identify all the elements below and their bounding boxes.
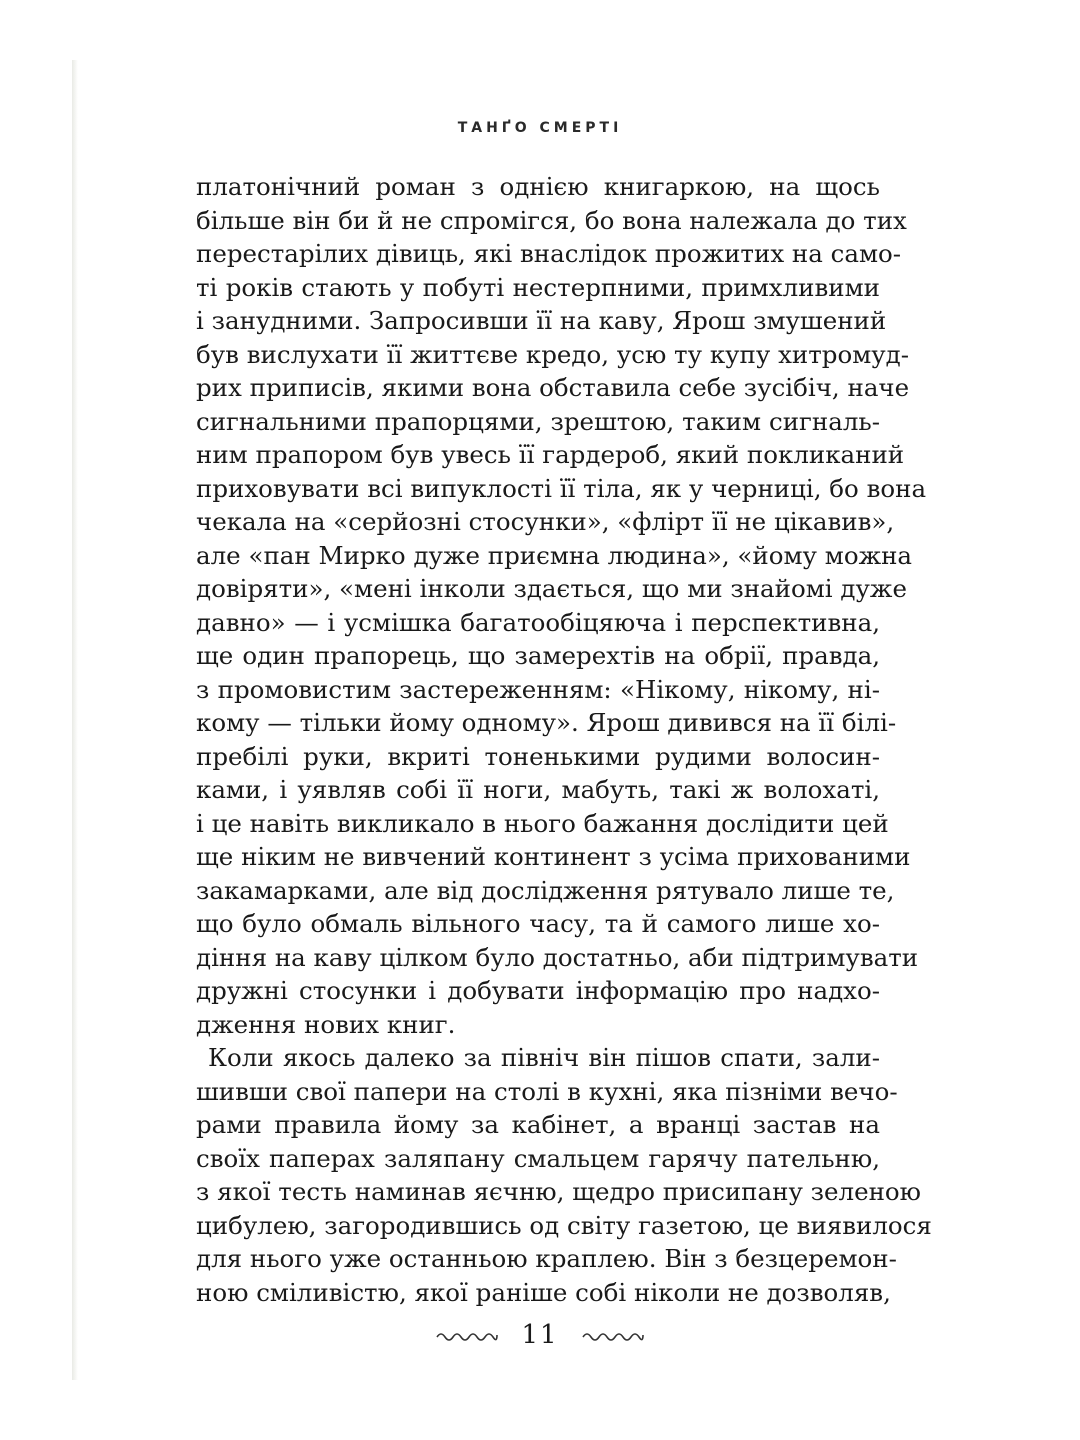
text-line: був вислухати її життєве кредо, усю ту купу хитромуд-: [196, 339, 910, 369]
text-line: ще ніким не вивчений континент з усіма прихованими: [196, 842, 911, 871]
text-line: своїх паперах заляпану смальцем гарячу пательню,: [196, 1143, 880, 1173]
text-line: дружні стосунки і добувати інформацію про надхо-: [196, 976, 880, 1005]
text-line: що було обмаль вільного часу, та й самого лише хо-: [196, 909, 880, 938]
text-line: діння на каву цілком було достатньо, аби підтримувати: [196, 942, 919, 972]
text-line: але «пан Мирко дуже приємна людина», «йому можна: [196, 540, 913, 570]
text-line: ним прапором був увесь її гардероб, який покликаний: [196, 440, 905, 469]
text-line: ті років стають у побуті нестерпними, примхливими: [196, 272, 880, 302]
text-line: і це навіть викликало в нього бажання дослідити цей: [196, 808, 889, 838]
text-line: сигнальними прапорцями, зрештою, таким сигналь-: [196, 406, 880, 436]
wave-ornament-icon: [581, 1329, 645, 1341]
text-line: ще один прапорець, що замерехтів на обрії, правда,: [196, 641, 880, 670]
page-footer: [0, 1315, 1080, 1355]
text-line: для нього уже останньою краплею. Він з безцеремон-: [196, 1244, 897, 1273]
text-line: шивши свої папери на столі в кухні, яка пізніми вечо-: [196, 1076, 898, 1106]
body-text: [196, 170, 932, 1309]
text-line: закамарками, але від дослідження рятувало лише те,: [196, 875, 895, 905]
paragraph-2: [196, 1041, 932, 1309]
text-line: і занудними. Запросивши її на каву, Ярош змушений: [196, 306, 887, 335]
text-line: ками, і уявляв собі її ноги, мабуть, такі ж волохаті,: [196, 775, 880, 804]
text-line: чекала на «серйозні стосунки», «флірт її не цікавив»,: [196, 507, 895, 536]
paragraph-1: [196, 170, 927, 1041]
text-line: дження нових книг.: [196, 1009, 456, 1039]
page-number: 11: [521, 1320, 559, 1350]
text-line: більше він би й не спромігся, бо вона належала до тих: [196, 205, 907, 235]
text-line: пребілі руки, вкриті тоненькими рудими волосин-: [196, 741, 880, 771]
wave-ornament-icon: [435, 1329, 499, 1341]
text-line: з якої тесть наминав яєчню, щедро присипану зеленою: [196, 1177, 921, 1206]
text-line: Коли якось далеко за північ він пішов спати, зали-: [208, 1043, 880, 1072]
running-header: ТАНҐО СМЕРТІ: [457, 120, 623, 136]
text-line: цибулею, загородившись од світу газетою, це виявилося: [196, 1210, 932, 1240]
text-line: з промовистим застереженням: «Нікому, нікому, ні-: [196, 674, 880, 704]
text-line: приховувати всі випуклості її тіла, як у черниці, бо вона: [196, 473, 927, 503]
page-edge-shadow: [72, 60, 78, 1380]
text-line: рих приписів, якими вона обставила себе зусібіч, наче: [196, 373, 910, 402]
text-line: довіряти», «мені інколи здається, що ми знайомі дуже: [196, 574, 907, 603]
text-line: рами правила йому за кабінет, а вранці застав на: [196, 1110, 880, 1139]
text-line: кому — тільки йому одному». Ярош дивився на її білі-: [196, 708, 897, 737]
text-line: давно» — і усмішка багатообіцяюча і перспективна,: [196, 607, 880, 637]
text-line: ною сміливістю, якої раніше собі ніколи не дозволяв,: [196, 1277, 891, 1307]
text-line: платонічний роман з однією книгаркою, на щось: [196, 172, 880, 201]
text-line: перестарілих дівиць, які внаслідок прожитих на само-: [196, 239, 902, 268]
